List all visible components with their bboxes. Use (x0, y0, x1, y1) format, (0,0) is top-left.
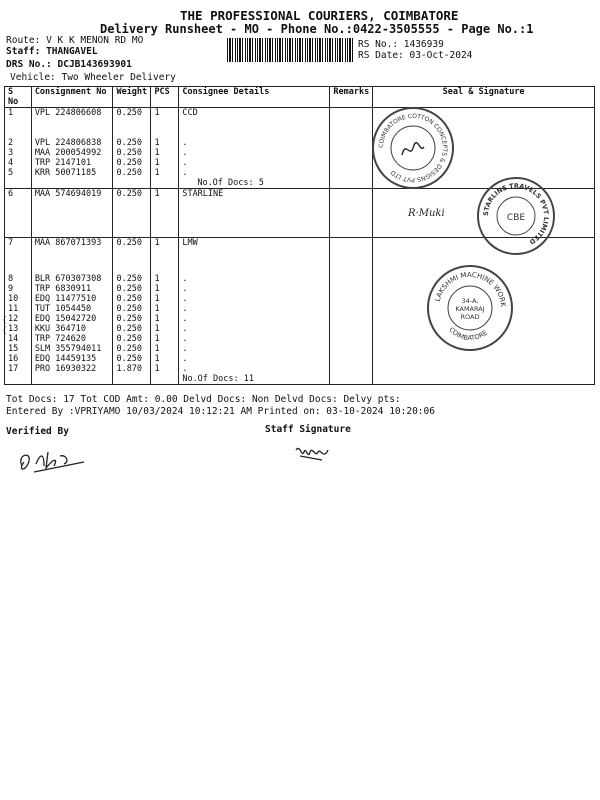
seal-ring-icon: LAKSHMI MACHINE WORK COIMBATORE 34-A, KAMARAJ ROAD (429, 267, 511, 349)
barcode (227, 38, 353, 62)
table-row: 6 MAA 574694019 0.250 1 STARLINE (5, 189, 595, 200)
seal-ring-icon (479, 179, 553, 253)
route-line (6, 35, 143, 46)
staff-signature (292, 440, 336, 468)
table-row: 7 MAA 867071393 0.250 1 LMW (5, 238, 595, 249)
margin-mark: ( (2, 316, 8, 326)
table-row: 11 TUT 1054450 0.250 1 . (5, 304, 595, 314)
svg-text:COIMBATORE COTTON CONCEPTS & D: COIMBATORE COTTON CONCEPTS & DESIGNS PVT LTD (377, 112, 449, 184)
drs-label: DRS No.: (6, 59, 52, 70)
col-seal: Seal & Signature (373, 87, 595, 108)
col-consignment: Consignment No (31, 87, 113, 108)
drs-line (6, 59, 132, 70)
table-row: 16 EDQ 14459135 0.250 1 . (5, 354, 595, 364)
table-row: 10 EDQ 11477510 0.250 1 . (5, 294, 595, 304)
table-header-row (5, 87, 595, 108)
svg-text:COIMBATORE: COIMBATORE (447, 325, 489, 343)
col-pcs: PCS (151, 87, 179, 108)
table-row: 17 PRO 16930322 1.870 1 . (5, 364, 595, 374)
svg-text:LAKSHMI MACHINE WORKS: LAKSHMI MACHINE WORK (433, 270, 508, 308)
table-row: 2 VPL 224806838 0.250 1 . (5, 138, 595, 148)
svg-text:STARLINE TRAVELS PVT LIMITED: STARLINE TRAVELS PVT LIMITED (481, 181, 551, 246)
group-doc-count: No.Of Docs: 5 (179, 178, 330, 189)
vehicle-line: Vehicle: Two Wheeler Delivery (10, 72, 176, 83)
seal-ring-icon (374, 109, 452, 187)
staff-value: THANGAVEL (46, 46, 98, 57)
lmw-seal-stamp (427, 265, 513, 351)
col-consignee: Consignee Details (179, 87, 330, 108)
margin-mark: ( (2, 326, 8, 336)
rs-date: RS Date: 03-Oct-2024 (358, 50, 473, 61)
svg-text:CBE: CBE (506, 213, 526, 223)
table-row: 4 TRP 2147101 0.250 1 . (5, 158, 595, 168)
verified-by-label: Verified By (6, 426, 69, 437)
entered-by-line: Entered By :VPRIYAMO 10/03/2024 10:12:21 AM Printed on: 03-10-2024 10:20:06 (6, 406, 435, 417)
table-row: 9 TRP 6830911 0.250 1 . (5, 284, 595, 294)
col-weight: Weight (113, 87, 151, 108)
rs-number: RS No.: 1436939 (358, 39, 444, 50)
table-row: 5 KRR 50071185 0.250 1 . (5, 168, 595, 178)
totals-line: Tot Docs: 17 Tot COD Amt: 0.00 Delvd Docs: Non Delvd Docs: Delvy pts: (6, 394, 401, 405)
verifier-signature (14, 444, 104, 476)
company-seal-stamp (372, 107, 454, 189)
table-row: 15 SLM 355794011 0.250 1 . (5, 344, 595, 354)
table-row: 13 KKU 364710 0.250 1 . (5, 324, 595, 334)
group-doc-count: No.Of Docs: 11 (179, 374, 330, 385)
handwritten-signature: R·Muki (408, 208, 445, 219)
table-row: 3 MAA 200054992 0.250 1 . (5, 148, 595, 158)
col-sno: S No (5, 87, 32, 108)
table-row: 8 BLR 670307308 0.250 1 . (5, 274, 595, 284)
route-label: Route: (6, 35, 41, 46)
table-row: 14 TRP 724620 0.250 1 . (5, 334, 595, 344)
table-row: 12 EDQ 15042720 0.250 1 . (5, 314, 595, 324)
staff-label: Staff: (6, 46, 41, 57)
starline-seal-stamp (477, 177, 555, 255)
col-remarks: Remarks (330, 87, 373, 108)
staff-line (6, 46, 98, 57)
route-value: V K K MENON RD MO (46, 35, 144, 46)
drs-value: DCJB143693901 (57, 59, 132, 70)
runsheet-title: Delivery Runsheet - MO - Phone No.:0422-3505555 - Page No.:1 (100, 22, 534, 36)
staff-signature-label: Staff Signature (265, 424, 351, 435)
table-row: 1 VPL 224806608 0.250 1 CCD (5, 108, 595, 119)
company-name: THE PROFESSIONAL COURIERS, COIMBATORE (180, 8, 459, 23)
